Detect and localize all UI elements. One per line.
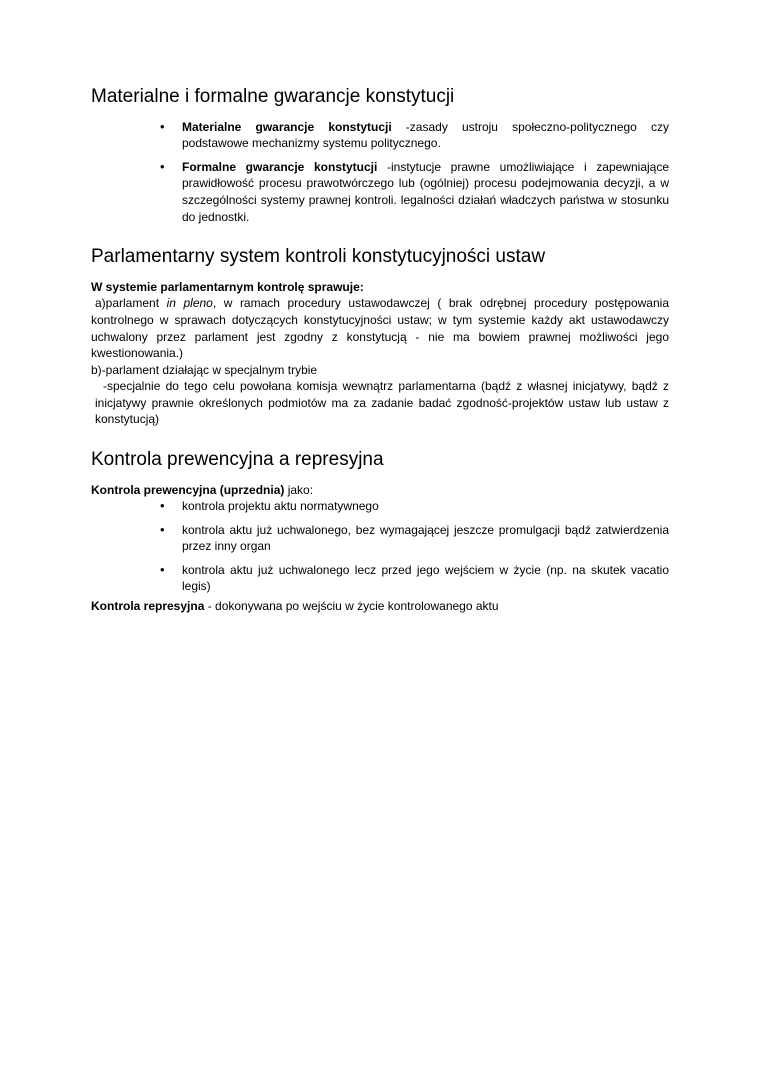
section-material-formal [91, 86, 669, 225]
bullet-icon: • [160, 561, 165, 577]
final-rest: - dokonywana po wejściu w życie kontrolowanego aktu [204, 598, 499, 613]
bullet-item [91, 119, 669, 152]
paragraph-a [91, 295, 669, 361]
bullet-icon: • [160, 521, 165, 537]
lead-bold: Kontrola prewencyjna (uprzednia) [91, 482, 285, 497]
bullet-text: -instytucje prawne umożliwiające i zapewniające prawidłowość procesu prawotwórczego lub (ogólniej) procesu podejmowania decyzji, a w szczególności systemy prawnej kontroli. legalności działań władczych państwa w stosunku do jednostki. [182, 159, 670, 224]
bullet-text: kontrola projektu aktu normatywnego [182, 499, 379, 514]
final-bold: Kontrola represyjna [91, 598, 205, 613]
bullet-text: kontrola aktu już uchwalonego, bez wymagającej jeszcze promulgacji bądź zatwierdzenia przez inny organ [182, 522, 669, 554]
paragraph-text: , w ramach procedury ustawodawczej ( brak odrębnej procedury postępowania kontrolnego w sprawach dotyczących konstytucyjności ustaw; w tym systemie każdy akt ustawodawczy uchwalony przez parlament jest zgodny z konstytucją - nie ma bowiem prawnej możliwości jego kwestionowania.) [91, 296, 669, 361]
paragraph-b: b)-parlament działając w specjalnym trybie [91, 362, 318, 377]
final-line [91, 598, 669, 615]
bullet-list [91, 498, 669, 595]
bullet-item [91, 159, 669, 225]
bullet-text: kontrola aktu już uchwalonego lecz przed jego wejściem w życie (np. na skutek vacatio legis) [182, 562, 669, 594]
lead-line [91, 482, 669, 499]
bullet-item [91, 522, 669, 555]
lead-line [91, 279, 669, 296]
bullet-term: Formalne gwarancje konstytucji [182, 159, 378, 174]
latin-phrase: in pleno [166, 296, 213, 311]
bullet-icon: • [160, 118, 165, 134]
bullet-icon: • [160, 158, 165, 174]
lead-rest: jako: [284, 482, 314, 497]
bullet-item [91, 562, 669, 595]
section-heading: Kontrola prewencyjna a represyjna [91, 448, 384, 470]
bullet-icon: • [160, 498, 165, 514]
bullet-term: Materialne gwarancje konstytucji [182, 119, 392, 134]
bullet-text: -zasady ustroju społeczno-politycznego czy podstawowe mechanizmy systemu politycznego. [182, 119, 669, 151]
section-heading: Parlamentarny system kontroli konstytucyjności ustaw [91, 246, 546, 268]
paragraph-text: a)parlament [95, 296, 167, 311]
section-parliamentary-control [91, 246, 669, 428]
lead-bold: W systemie parlamentarnym kontrolę sprawuje: [91, 279, 364, 294]
bullet-item [91, 498, 669, 515]
section-heading: Materialne i formalne gwarancje konstytucji [91, 86, 455, 107]
paragraph-indented: -specjalnie do tego celu powołana komisja wewnątrz parlamentarna (bądź z własnej inicjatywy, bądź z inicjatywy prawnie określonych podmiotów ma za zadanie badać zgodność-projektów ustaw lub ustaw z konstytucją) [95, 379, 669, 427]
section-preventive-repressive [91, 449, 669, 615]
